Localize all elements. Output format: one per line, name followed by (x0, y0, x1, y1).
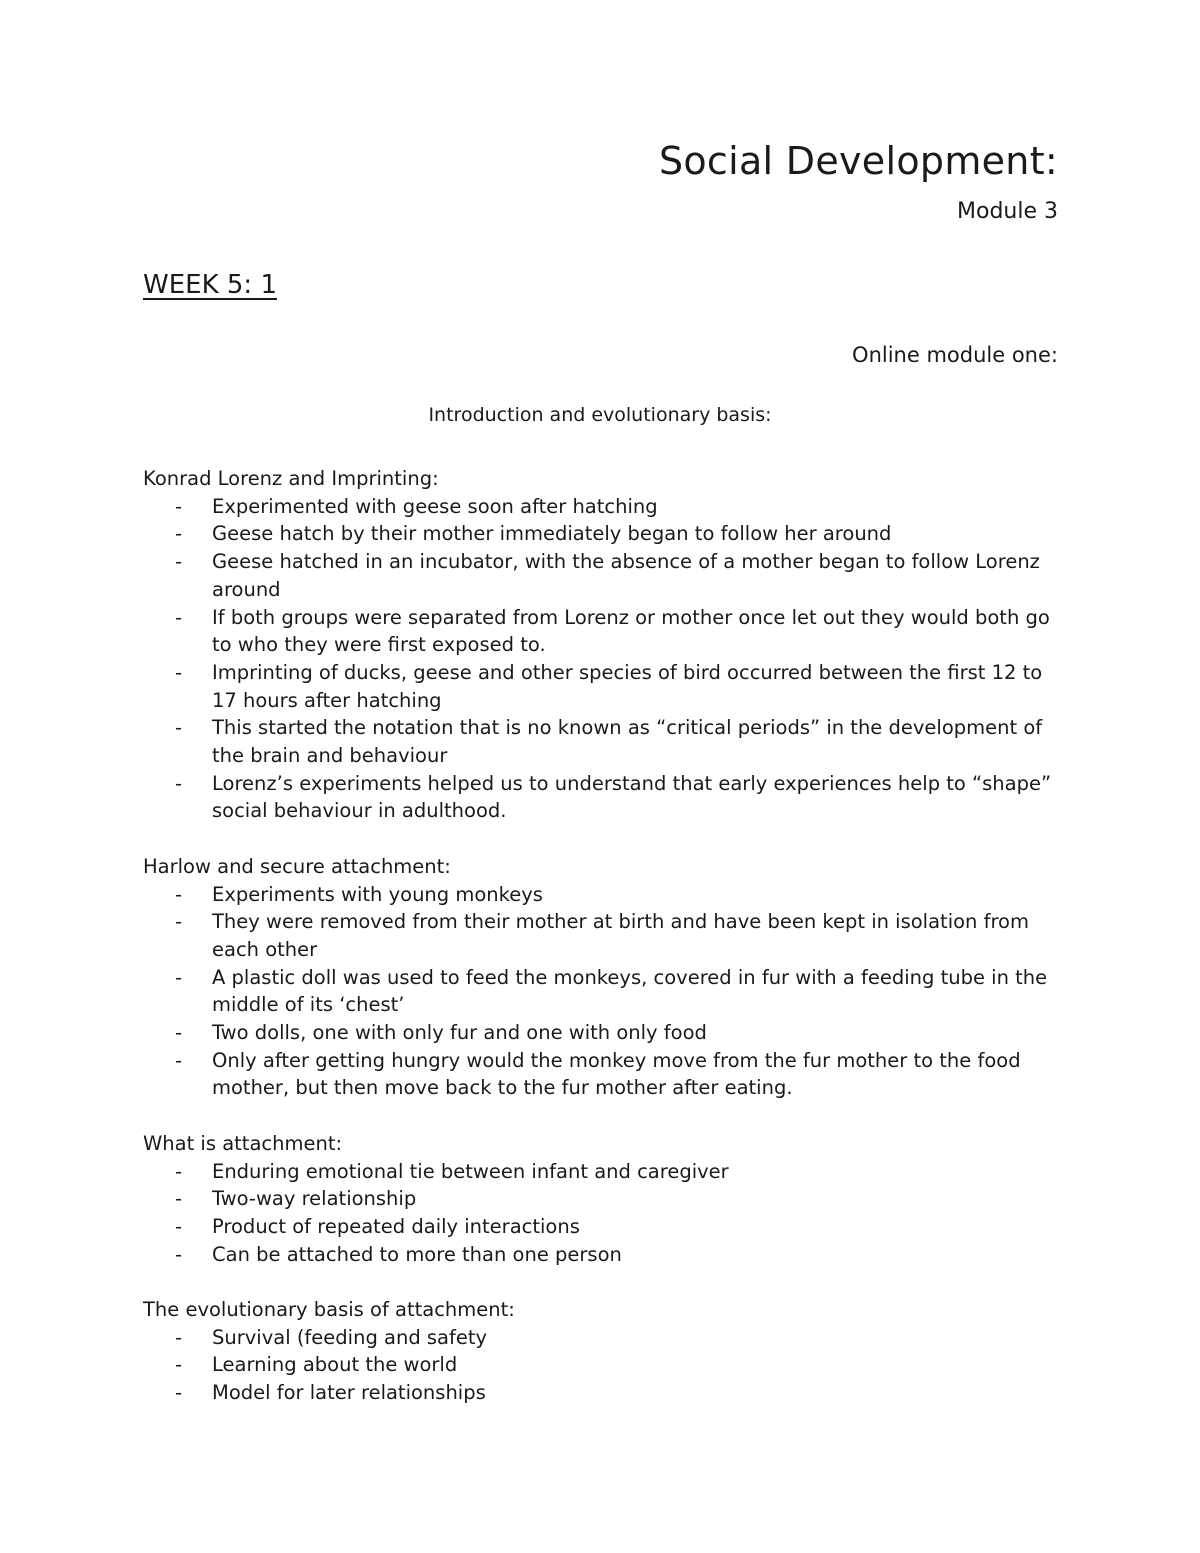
notes-section (143, 853, 1063, 1102)
document-subtitle: Module 3 (957, 199, 1058, 224)
intro-heading: Introduction and evolutionary basis: (428, 404, 772, 426)
list-item-text: Survival (feeding and safety (212, 1325, 488, 1349)
bullet-dash: - (175, 494, 183, 518)
list-item-text: This started the notation that is no known as “critical periods” in the development of the brain and behaviour (212, 716, 1043, 768)
list-item (143, 1158, 1063, 1186)
section-heading: What is attachment: (143, 1131, 343, 1155)
notes-section (143, 465, 1063, 825)
bullet-dash: - (175, 1159, 183, 1183)
bullet-dash: - (175, 716, 183, 740)
list-item (143, 770, 1063, 825)
list-item (143, 659, 1063, 714)
list-item-text: Learning about the world (212, 1353, 458, 1377)
list-item-text: Experimented with geese soon after hatching (212, 494, 658, 518)
section-heading: Harlow and secure attachment: (143, 854, 451, 878)
list-item-text: Product of repeated daily interactions (212, 1214, 580, 1238)
list-item-text: Imprinting of ducks, geese and other species of bird occurred between the first 12 to 17 hours after hatching (212, 660, 1043, 712)
list-item (143, 604, 1063, 659)
list-item (143, 964, 1063, 1019)
list-item (143, 548, 1063, 603)
bullet-dash: - (175, 1021, 183, 1045)
list-item (143, 1213, 1063, 1241)
list-item-text: Only after getting hungry would the monkey move from the fur mother to the food mother, but then move back to the fur mother after eating. (212, 1048, 1021, 1100)
bullet-list (143, 1158, 1063, 1269)
bullet-dash: - (175, 605, 183, 629)
list-item (143, 493, 1063, 521)
bullet-dash: - (175, 1381, 183, 1405)
week-heading: WEEK 5: 1 (143, 270, 277, 300)
list-item (143, 1324, 1063, 1352)
bullet-dash: - (175, 965, 183, 989)
bullet-dash: - (175, 1242, 183, 1266)
list-item (143, 1351, 1063, 1379)
list-item-text: Lorenz’s experiments helped us to understand that early experiences help to “shape” social behaviour in adulthood. (212, 771, 1052, 823)
section-heading: The evolutionary basis of attachment: (143, 1298, 515, 1322)
bullet-list (143, 493, 1063, 825)
bullet-list (143, 881, 1063, 1103)
bullet-dash: - (175, 1325, 183, 1349)
bullet-list (143, 1324, 1063, 1407)
bullet-dash: - (175, 1187, 183, 1211)
bullet-dash: - (175, 550, 183, 574)
list-item-text: Model for later relationships (212, 1381, 486, 1405)
list-item (143, 1047, 1063, 1102)
list-item-text: Can be attached to more than one person (212, 1242, 622, 1266)
list-item (143, 881, 1063, 909)
bullet-dash: - (175, 1048, 183, 1072)
list-item (143, 908, 1063, 963)
list-item (143, 714, 1063, 769)
notes-section (143, 1130, 1063, 1269)
list-item-text: If both groups were separated from Lorenz or mother once let out they would both go to who they were first exposed to. (212, 605, 1050, 657)
list-item (143, 1019, 1063, 1047)
list-item (143, 1185, 1063, 1213)
list-item-text: Geese hatched in an incubator, with the absence of a mother began to follow Lorenz around (212, 550, 1040, 601)
bullet-dash: - (175, 882, 183, 906)
bullet-dash: - (175, 660, 183, 684)
bullet-dash: - (175, 522, 183, 546)
list-item (143, 520, 1063, 548)
list-item (143, 1241, 1063, 1269)
bullet-dash: - (175, 1353, 183, 1377)
list-item-text: Two dolls, one with only fur and one with only food (212, 1021, 707, 1045)
list-item-text: A plastic doll was used to feed the monkeys, covered in fur with a feeding tube in the middle of its ‘chest’ (212, 965, 1048, 1017)
bullet-dash: - (175, 1214, 183, 1238)
bullet-dash: - (175, 771, 183, 795)
section-heading: Konrad Lorenz and Imprinting: (143, 467, 439, 490)
list-item-text: They were removed from their mother at birth and have been kept in isolation from each other (212, 910, 1029, 961)
list-item-text: Experiments with young monkeys (212, 882, 543, 906)
list-item-text: Two-way relationship (212, 1187, 417, 1211)
list-item (143, 1379, 1063, 1407)
module-label: Online module one: (852, 343, 1058, 367)
notes-section (143, 1296, 1063, 1407)
notes-body (143, 465, 1063, 1435)
list-item-text: Geese hatch by their mother immediately began to follow her around (212, 522, 892, 546)
bullet-dash: - (175, 910, 183, 934)
list-item-text: Enduring emotional tie between infant and caregiver (212, 1159, 729, 1183)
document-title: Social Development: (658, 139, 1058, 183)
